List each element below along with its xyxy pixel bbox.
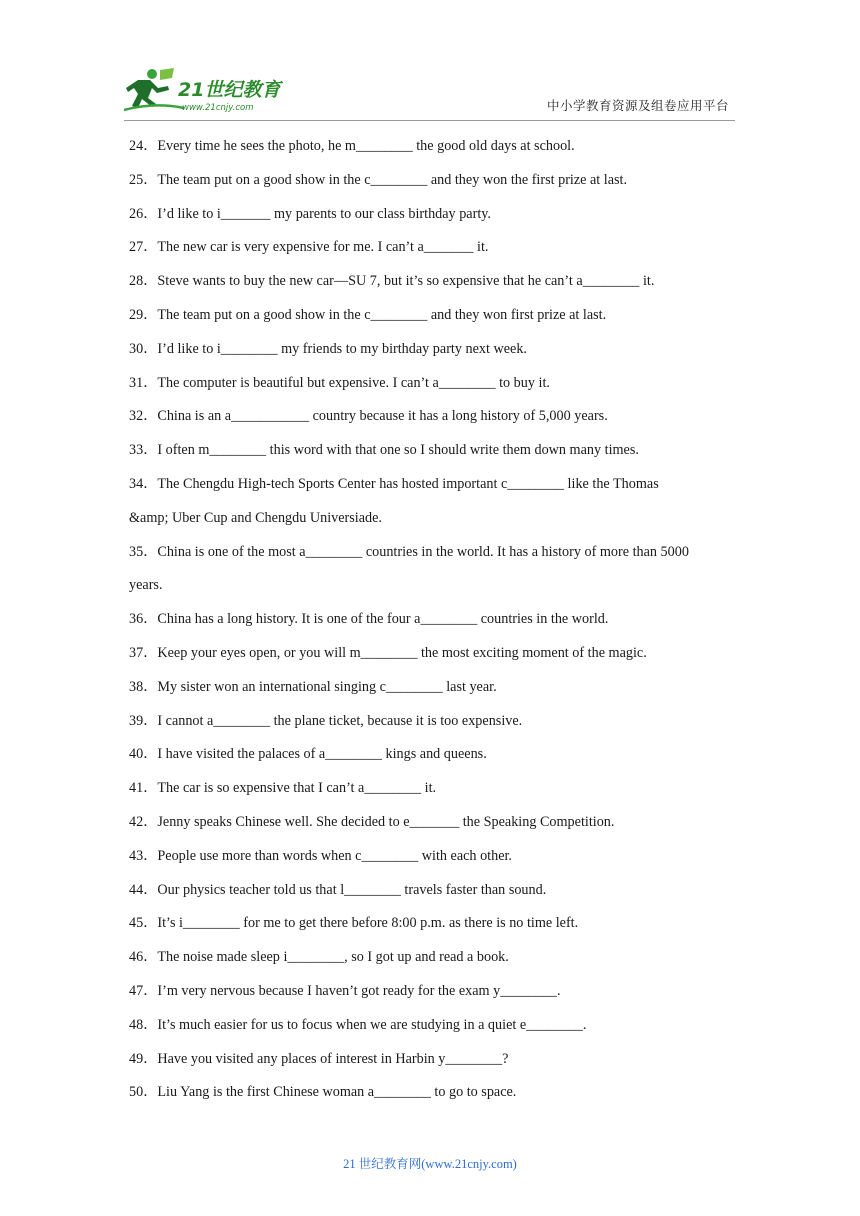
question-line: 50．Liu Yang is the first Chinese woman a________ to go to space. — [129, 1084, 517, 1101]
question-line: 29．The team put on a good show in the c________ and they won first prize at last. — [129, 306, 607, 323]
question-line: 47．I’m very nervous because I haven’t got ready for the exam y________. — [129, 982, 561, 999]
question-line: 28．Steve wants to buy the new car—SU 7, but it’s so expensive that he can’t a________ it. — [129, 273, 655, 290]
question-line: 48．It’s much easier for us to focus when we are studying in a quiet e________. — [129, 1016, 587, 1033]
question-line: 24．Every time he sees the photo, he m________ the good old days at school. — [129, 138, 575, 154]
page-header — [0, 0, 860, 125]
question-line: 30．I’d like to i________ my friends to my birthday party next week. — [129, 340, 527, 357]
question-line: 35．China is one of the most a________ countries in the world. It has a history of more than 5000 — [129, 543, 689, 560]
page-footer: 21 世纪教育网(www.21cnjy.com) — [343, 1157, 517, 1171]
question-line: 49．Have you visited any places of interest in Harbin y________? — [129, 1050, 509, 1067]
logo-wordmark: 21世纪教育 — [178, 79, 281, 101]
question-line: 40．I have visited the palaces of a________ kings and queens. — [129, 746, 487, 763]
question-line: 31．The computer is beautiful but expensive. I can’t a________ to buy it. — [129, 374, 550, 391]
question-line: 45．It’s i________ for me to get there before 8:00 p.m. as there is no time left. — [129, 915, 579, 932]
logo-url: www.21cnjy.com — [182, 103, 254, 113]
question-line: 42．Jenny speaks Chinese well. She decided to e_______ the Speaking Competition. — [129, 813, 615, 830]
question-line-continued: years. — [129, 577, 163, 594]
question-line: 37．Keep your eyes open, or you will m________ the most exciting moment of the magic. — [129, 644, 647, 661]
question-line: 26．I’d like to i_______ my parents to our class birthday party. — [129, 205, 491, 222]
question-line: 39．I cannot a________ the plane ticket, because it is too expensive. — [129, 712, 523, 729]
question-line: 33．I often m________ this word with that one so I should write them down many times. — [129, 442, 639, 459]
question-line: 46．The noise made sleep i________, so I got up and read a book. — [129, 949, 509, 966]
question-line: 38．My sister won an international singing c________ last year. — [129, 678, 497, 695]
question-line-continued: &amp; Uber Cup and Chengdu Universiade. — [129, 509, 382, 526]
platform-tagline: 中小学教育资源及组卷应用平台 — [546, 98, 729, 113]
question-line: 32．China is an a___________ country because it has a long history of 5,000 years. — [129, 408, 608, 425]
question-line: 25．The team put on a good show in the c________ and they won the first prize at last. — [129, 171, 628, 188]
question-list — [129, 130, 739, 1110]
runner-logo-icon — [124, 66, 294, 116]
brand-logo — [124, 66, 294, 116]
question-line: 34．The Chengdu High-tech Sports Center has hosted important c________ like the Thomas — [129, 475, 659, 492]
question-line: 44．Our physics teacher told us that l________ travels faster than sound. — [129, 881, 547, 898]
header-divider — [124, 120, 735, 121]
question-line: 36．China has a long history. It is one of the four a________ countries in the world. — [129, 611, 609, 628]
question-line: 41．The car is so expensive that I can’t a________ it. — [129, 780, 437, 797]
question-line: 43．People use more than words when c________ with each other. — [129, 847, 512, 864]
question-line: 27．The new car is very expensive for me. I can’t a_______ it. — [129, 239, 489, 256]
